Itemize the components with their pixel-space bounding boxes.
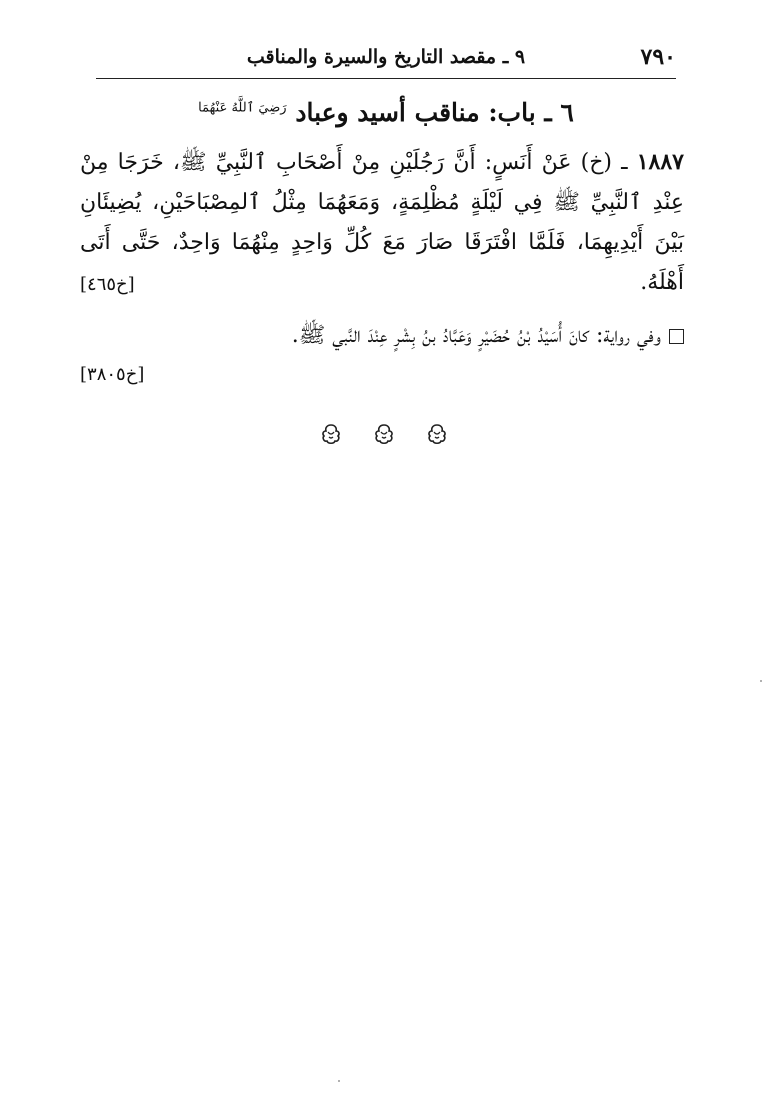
hadith-source-reference: [خ٤٦٥] <box>80 274 135 295</box>
square-box-icon <box>669 329 684 344</box>
page-number: ٧٩٠ <box>640 44 676 70</box>
hadith-number: ١٨٨٧ <box>636 149 684 175</box>
variant-text: وفي رواية: كانَ أُسَيْدُ بْنُ حُضَيْرٍ وَعَبَّادُ بنُ بِشْرٍ عِنْدَ النَّبي ﷺ. <box>291 323 661 348</box>
page-header <box>96 38 676 79</box>
floral-ornament-icon <box>425 422 449 446</box>
scan-speck <box>338 1080 340 1082</box>
floral-ornament-icon <box>319 422 343 446</box>
hadith-body: ـ (خ) عَنْ أَنَسٍ: أَنَّ رَجُلَيْنِ مِنْ أَصْحَابِ ٱلنَّبِيِّ ﷺ، خَرَجَا مِنْ عِنْدِ ٱلنَّبِيِّ ﷺ فِي لَيْلَةٍ مُظْلِمَةٍ، وَمَعَهُمَا مِثْلُ ٱلمِصْبَاحَيْنِ، يُضِيئَانِ بَيْنَ أَيْدِيهِمَا، فَلَمَّا افْتَرَقَا صَارَ مَعَ كُلِّ وَاحِدٍ مِنْهُمَا وَاحِدٌ، حَتَّى أَتَى أَهْلَهُ. <box>80 150 684 295</box>
hadith-paragraph <box>80 142 684 303</box>
honorific-glyph: رَضِيَ ٱللَّهُ عَنْهُمَا <box>198 100 287 116</box>
floral-ornament-icon <box>372 422 396 446</box>
running-title: ٩ ـ مقصد التاريخ والسيرة والمناقب <box>246 46 526 68</box>
variant-source-reference: [خ٣٨٠٥] <box>80 364 145 385</box>
variant-narration <box>80 316 684 356</box>
chapter-heading-text: ٦ ـ باب: مناقب أسيد وعباد <box>295 98 574 127</box>
chapter-heading <box>96 98 676 127</box>
section-ornaments <box>0 422 768 452</box>
scan-speck <box>760 680 762 682</box>
